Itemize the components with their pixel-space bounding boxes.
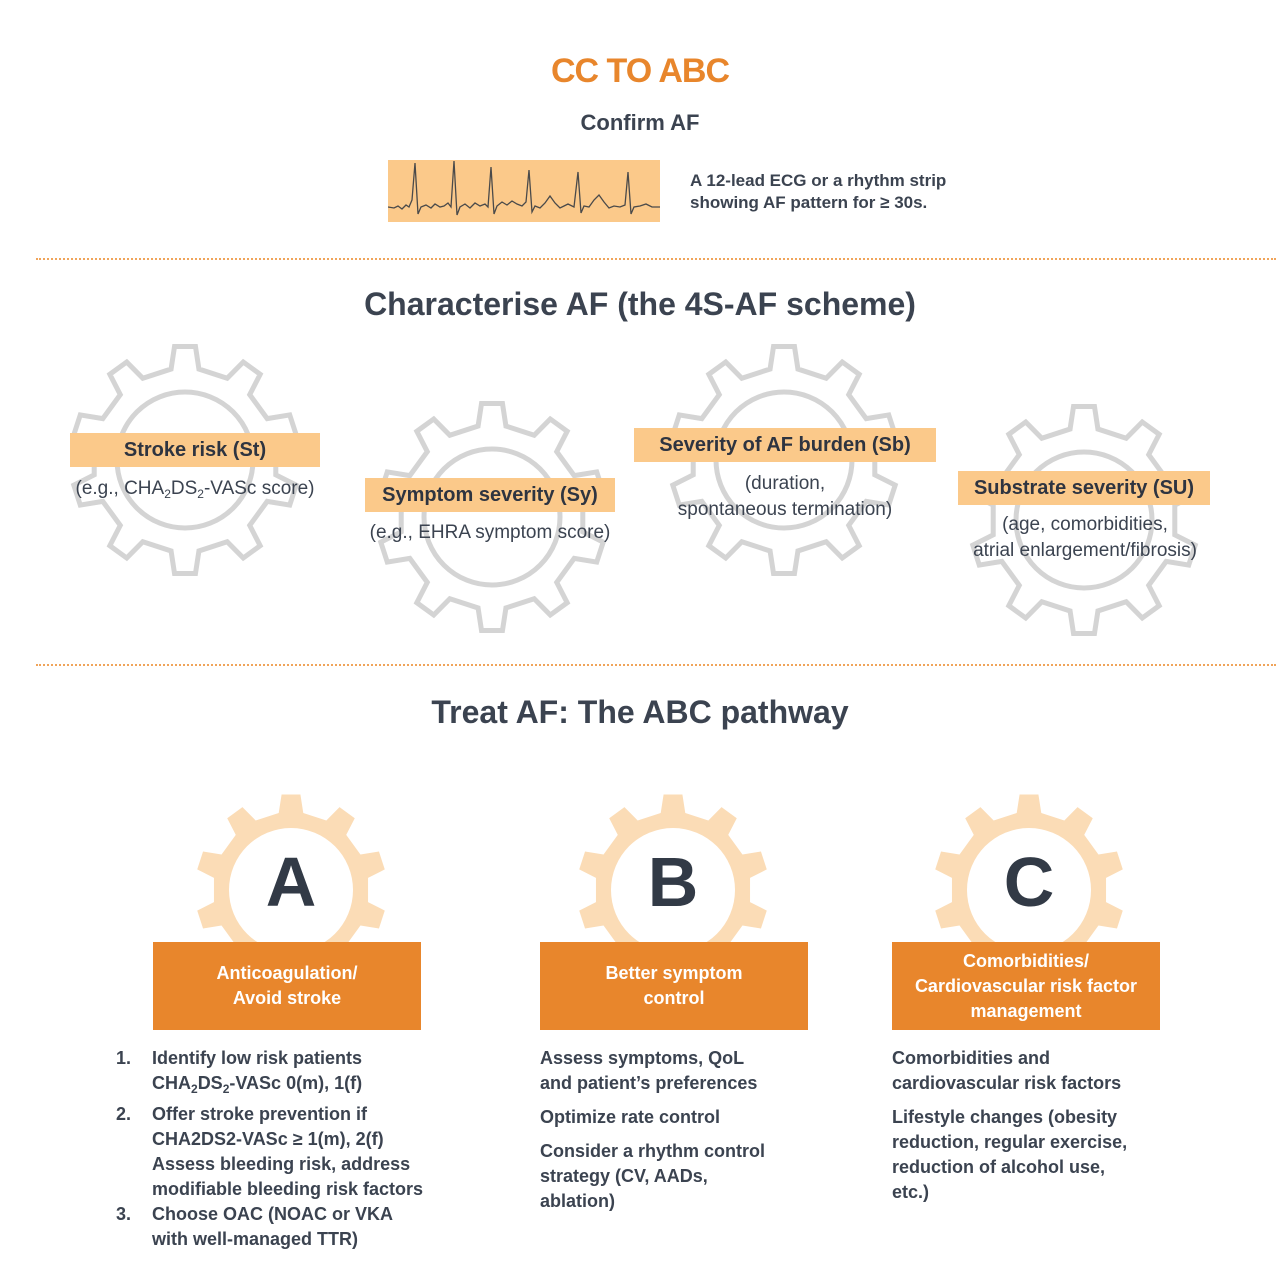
divider bbox=[36, 664, 1276, 666]
list-text: -VASc 0(m), 1(f) bbox=[229, 1073, 363, 1093]
subscript: 2 bbox=[164, 487, 171, 501]
list-line: Optimize rate control bbox=[540, 1107, 721, 1127]
list-item bbox=[116, 1046, 496, 1102]
treat-title: Treat AF: The ABC pathway bbox=[431, 694, 849, 730]
list-item-text bbox=[152, 1102, 423, 1202]
letter-c: C bbox=[1003, 843, 1055, 921]
list-item bbox=[892, 1105, 1232, 1205]
list-number: 2. bbox=[116, 1104, 132, 1124]
stroke-risk-label: Stroke risk (St) bbox=[70, 433, 320, 467]
divider bbox=[36, 258, 1276, 260]
af-burden-label: Severity of AF burden (Sb) bbox=[634, 428, 936, 462]
list-item bbox=[540, 1046, 860, 1096]
column-b-list bbox=[540, 1046, 860, 1223]
desc-line: (duration, bbox=[744, 473, 826, 494]
desc-line: (age, comorbidities, bbox=[1002, 514, 1168, 535]
list-line: and patient’s preferences bbox=[540, 1073, 758, 1093]
confirm-af-title: Confirm AF bbox=[580, 110, 700, 135]
list-text: CHA bbox=[152, 1073, 191, 1093]
list-line: CHA2DS2-VASc ≥ 1(m), 2(f) bbox=[152, 1129, 384, 1149]
box-line: Avoid stroke bbox=[232, 988, 342, 1008]
list-item-text bbox=[152, 1202, 393, 1252]
desc-line: spontaneous termination) bbox=[677, 499, 893, 520]
box-line: Anticoagulation/ bbox=[216, 963, 358, 983]
symptom-control-box bbox=[540, 942, 808, 1030]
list-line: cardiovascular risk factors bbox=[892, 1073, 1122, 1093]
stroke-risk-desc bbox=[40, 476, 350, 507]
symptom-severity-label: Symptom severity (Sy) bbox=[365, 478, 615, 512]
list-item bbox=[116, 1202, 496, 1252]
ecg-waveform-icon bbox=[388, 160, 660, 222]
list-line: modifiable bleeding risk factors bbox=[152, 1179, 424, 1199]
list-item-text bbox=[152, 1046, 362, 1102]
list-line: reduction, regular exercise, bbox=[892, 1132, 1128, 1152]
list-line: Assess symptoms, QoL bbox=[540, 1048, 745, 1068]
symptom-severity-desc: (e.g., EHRA symptom score) bbox=[369, 522, 611, 543]
list-number: 1. bbox=[116, 1048, 132, 1068]
list-item bbox=[540, 1139, 860, 1214]
column-a-list bbox=[116, 1046, 496, 1252]
af-burden-desc bbox=[630, 471, 940, 523]
ecg-description bbox=[690, 170, 946, 214]
substrate-severity-desc bbox=[935, 512, 1235, 564]
list-line: ablation) bbox=[540, 1191, 615, 1211]
subscript: 2 bbox=[197, 487, 204, 501]
comorbidities-box bbox=[892, 942, 1160, 1030]
desc-text: (e.g., CHA bbox=[75, 478, 165, 499]
main-title: CC TO ABC bbox=[551, 52, 729, 90]
letter-a: A bbox=[265, 843, 317, 921]
list-line: Identify low risk patients bbox=[152, 1048, 363, 1068]
list-line: etc.) bbox=[892, 1182, 930, 1202]
list-line: strategy (CV, AADs, bbox=[540, 1166, 708, 1186]
desc-line: atrial enlargement/fibrosis) bbox=[973, 540, 1197, 561]
ecg-text-line: A 12-lead ECG or a rhythm strip bbox=[690, 171, 947, 190]
list-item bbox=[892, 1046, 1232, 1096]
list-line: Assess bleeding risk, address bbox=[152, 1154, 411, 1174]
substrate-severity-label: Substrate severity (SU) bbox=[958, 471, 1210, 505]
list-line: reduction of alcohol use, bbox=[892, 1157, 1106, 1177]
anticoagulation-box bbox=[153, 942, 421, 1030]
list-line: Offer stroke prevention if bbox=[152, 1104, 368, 1124]
list-number: 3. bbox=[116, 1204, 132, 1224]
desc-text: -VASc score) bbox=[203, 478, 315, 499]
box-line: control bbox=[643, 988, 705, 1008]
ecg-text-line: showing AF pattern for ≥ 30s. bbox=[690, 193, 928, 212]
box-line: Cardiovascular risk factor bbox=[914, 975, 1138, 996]
list-line: with well-managed TTR) bbox=[152, 1229, 359, 1249]
list-line: Consider a rhythm control bbox=[540, 1141, 766, 1161]
subscript: 2 bbox=[191, 1082, 198, 1096]
box-line: Better symptom bbox=[605, 963, 743, 983]
list-item bbox=[540, 1105, 860, 1130]
box-line: management bbox=[970, 1000, 1082, 1021]
characterise-title: Characterise AF (the 4S-AF scheme) bbox=[364, 286, 916, 322]
subscript: 2 bbox=[222, 1082, 230, 1096]
list-line: Lifestyle changes (obesity bbox=[892, 1107, 1118, 1127]
gear-icon bbox=[372, 397, 612, 637]
list-text: DS bbox=[197, 1073, 223, 1093]
list-line: Choose OAC (NOAC or VKA bbox=[152, 1204, 394, 1224]
column-c-list bbox=[892, 1046, 1232, 1214]
box-line: Comorbidities/ bbox=[962, 950, 1089, 971]
list-line: Comorbidities and bbox=[892, 1048, 1051, 1068]
letter-b: B bbox=[647, 843, 699, 921]
ecg-strip bbox=[388, 160, 660, 222]
list-line bbox=[152, 1071, 362, 1102]
desc-text: DS bbox=[170, 478, 198, 499]
list-item bbox=[116, 1102, 496, 1202]
